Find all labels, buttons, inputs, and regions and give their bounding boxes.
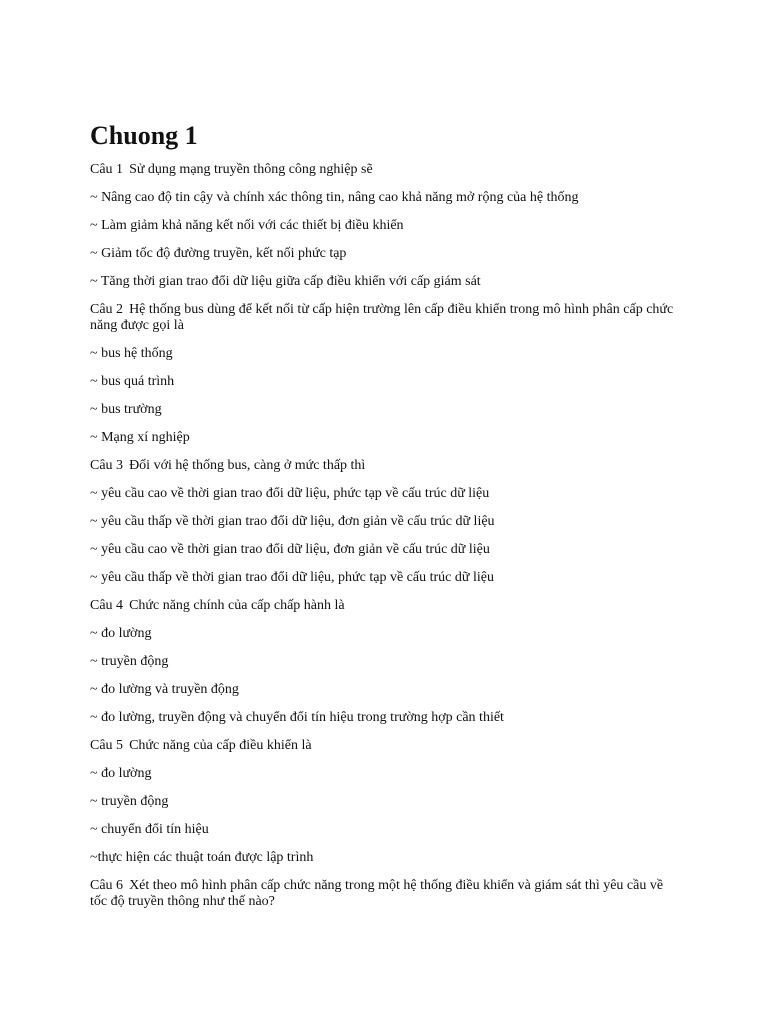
question-5 xyxy=(90,738,682,754)
answer-option: ~ đo lường, truyền động và chuyển đổi tín hiệu trong trường hợp cần thiết xyxy=(90,710,504,725)
question-text: Chức năng chính của cấp chấp hành là xyxy=(129,598,345,613)
answer-option: ~ yêu cầu thấp về thời gian trao đổi dữ liệu, đơn giản về cấu trúc dữ liệu xyxy=(90,514,495,529)
question-4 xyxy=(90,598,682,614)
question-1 xyxy=(90,162,682,178)
question-number: Câu 3 xyxy=(90,458,124,473)
question-number: Câu 6 xyxy=(90,878,124,893)
answer-option: ~ Giảm tốc độ đường truyền, kết nối phức tạp xyxy=(90,246,347,261)
question-text: Chức năng của cấp điều khiển là xyxy=(129,738,312,753)
answer-option: ~ yêu cầu cao về thời gian trao đổi dữ liệu, đơn giản về cấu trúc dữ liệu xyxy=(90,542,490,557)
answer-option: ~ đo lường và truyền động xyxy=(90,682,239,697)
answer-option: ~ bus hệ thống xyxy=(90,346,173,361)
answer-option: ~ truyền động xyxy=(90,794,169,809)
document-page xyxy=(90,118,682,922)
answer-option: ~ yêu cầu cao về thời gian trao đổi dữ liệu, phức tạp về cấu trúc dữ liệu xyxy=(90,486,490,501)
question-3 xyxy=(90,458,682,474)
question-text: Xét theo mô hình phân cấp chức năng trong một hệ thống điều khiển và giám sát thì yêu cầu về tốc độ truyền thông như thế nào? xyxy=(90,878,664,909)
question-number: Câu 2 xyxy=(90,302,124,317)
question-text: Sử dụng mạng truyền thông công nghiệp sẽ xyxy=(129,162,373,177)
question-number: Câu 5 xyxy=(90,738,124,753)
question-text: Hệ thống bus dùng để kết nối từ cấp hiện trường lên cấp điều khiển trong mô hình phân cấp chức năng được gọi là xyxy=(90,302,674,333)
answer-option: ~ Mạng xí nghiệp xyxy=(90,430,190,445)
answer-option: ~thực hiện các thuật toán được lập trình xyxy=(90,850,314,865)
answer-option: ~ Tăng thời gian trao đổi dữ liệu giữa cấp điều khiển với cấp giám sát xyxy=(90,274,481,289)
answer-option: ~ yêu cầu thấp về thời gian trao đổi dữ liệu, phức tạp về cấu trúc dữ liệu xyxy=(90,570,494,585)
answer-option: ~ bus trường xyxy=(90,402,162,417)
answer-option: ~ đo lường xyxy=(90,766,152,781)
question-text: Đối với hệ thống bus, càng ở mức thấp thì xyxy=(129,458,366,473)
answer-option: ~ Làm giảm khả năng kết nối với các thiết bị điều khiển xyxy=(90,218,404,233)
answer-option: ~ Nâng cao độ tin cậy và chính xác thông tin, nâng cao khả năng mở rộng của hệ thống xyxy=(90,190,579,205)
answer-option: ~ truyền động xyxy=(90,654,169,669)
question-2 xyxy=(90,302,682,334)
answer-option: ~ đo lường xyxy=(90,626,152,641)
question-number: Câu 1 xyxy=(90,162,124,177)
answer-option: ~ chuyển đổi tín hiệu xyxy=(90,822,209,837)
answer-option: ~ bus quá trình xyxy=(90,374,175,389)
chapter-title: Chuong 1 xyxy=(90,121,198,150)
question-6 xyxy=(90,878,682,910)
question-number: Câu 4 xyxy=(90,598,124,613)
